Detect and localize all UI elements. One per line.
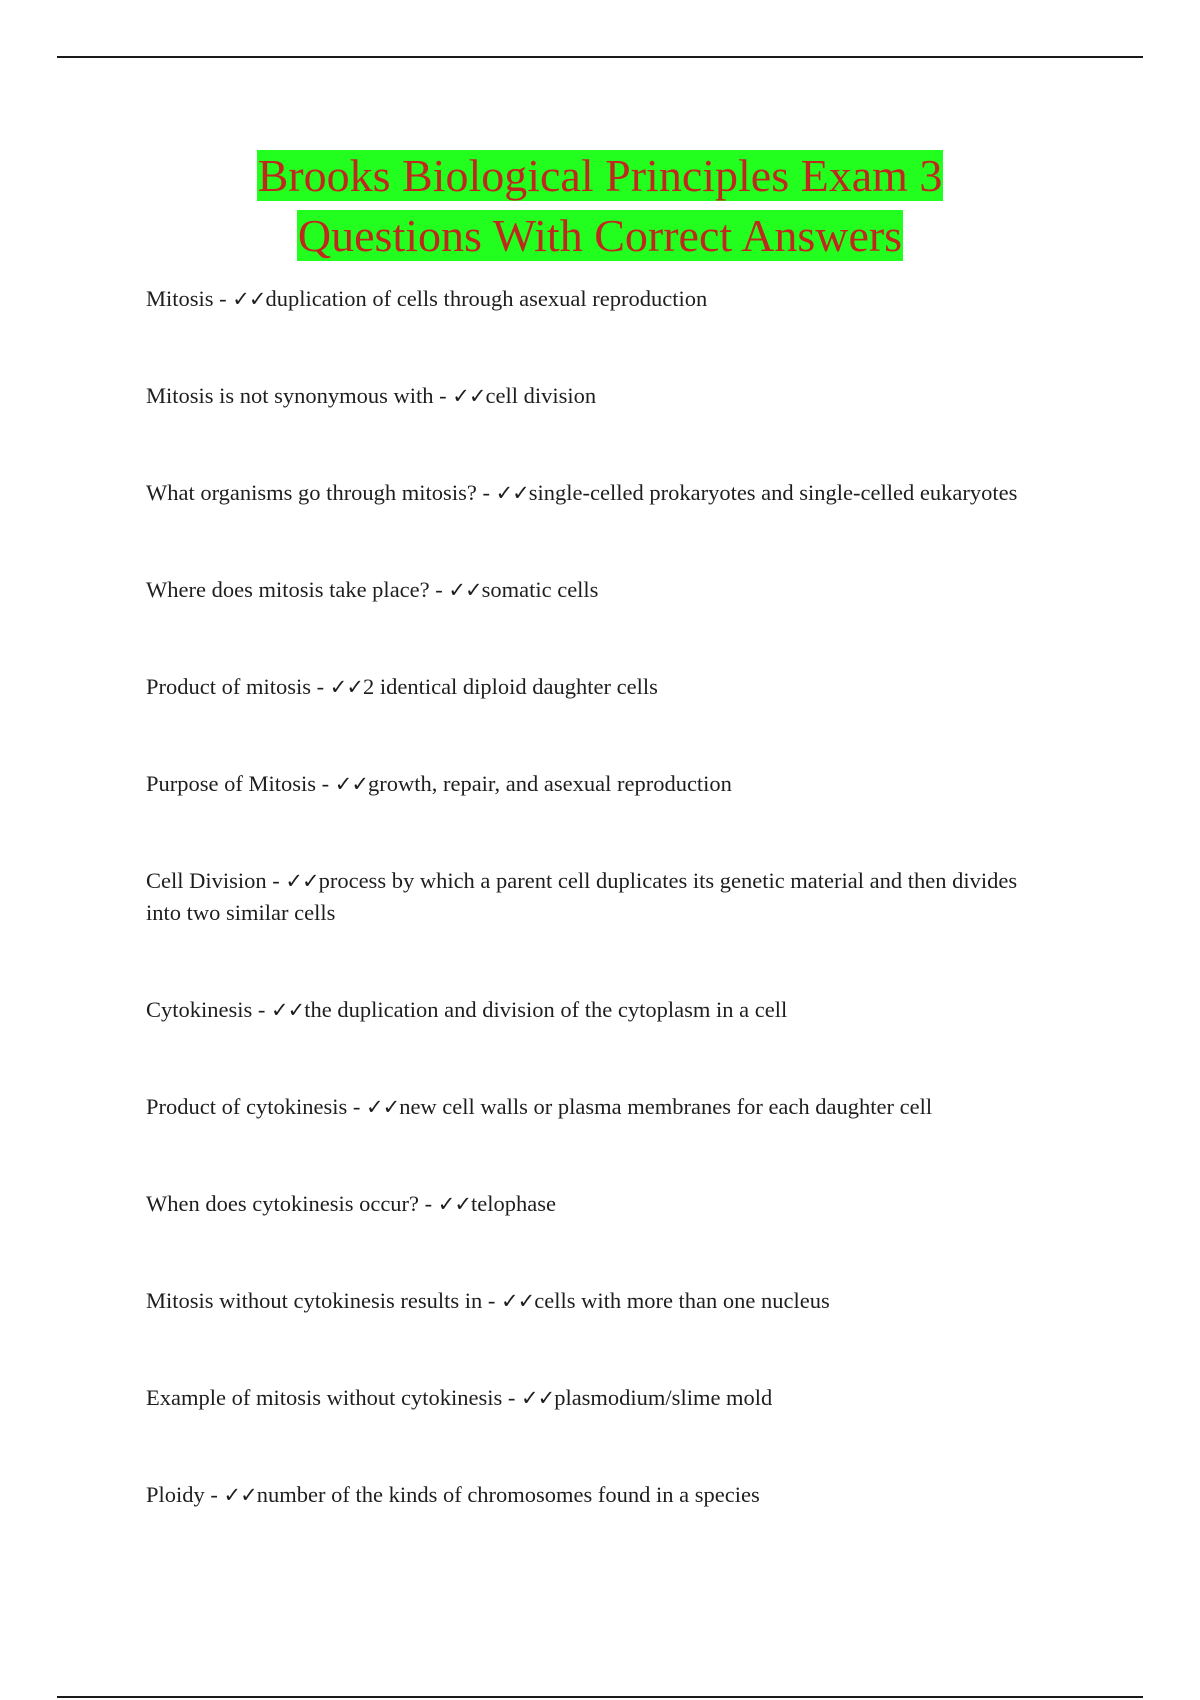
qa-answer: number of the kinds of chromosomes found in a species [256,1482,760,1507]
qa-term: Product of mitosis [146,674,312,699]
double-check-icon: ✓✓ [501,1289,535,1313]
qa-separator: - [482,1288,502,1313]
double-check-icon: ✓✓ [520,1386,555,1410]
document-title [0,146,1200,266]
qa-term: Cytokinesis [146,997,253,1022]
double-check-icon: ✓✓ [334,772,368,796]
qa-item [146,380,1046,412]
qa-term: Mitosis is not synonymous with [146,383,434,408]
qa-answer: process by which a parent cell duplicates its genetic material and then divides into two similar cells [146,868,1018,925]
qa-separator: - [204,1482,224,1507]
qa-term: Purpose of Mitosis [146,771,317,796]
qa-item [146,574,1046,606]
qa-separator: - [266,868,286,893]
double-check-icon: ✓✓ [285,869,319,893]
double-check-icon: ✓✓ [232,287,266,311]
qa-separator: - [429,577,449,602]
qa-item [146,865,1046,929]
qa-answer: plasmodium/slime mold [554,1385,773,1410]
qa-item [146,1382,1046,1414]
qa-item [146,477,1046,509]
double-check-icon: ✓✓ [329,675,363,699]
top-rule [57,56,1143,58]
qa-separator: - [316,771,335,796]
qa-item [146,994,1046,1026]
double-check-icon: ✓✓ [448,578,482,602]
qa-term: Cell Division [146,868,267,893]
qa-answer: somatic cells [481,577,599,602]
title-line-1: Brooks Biological Principles Exam 3 [257,150,943,201]
qa-separator: - [419,1191,438,1216]
qa-term: When does cytokinesis occur? [146,1191,420,1216]
qa-answer: 2 identical diploid daughter cells [362,674,658,699]
qa-term: Example of mitosis without cytokinesis [146,1385,503,1410]
bottom-rule [57,1696,1143,1698]
qa-answer: new cell walls or plasma membranes for each daughter cell [399,1094,933,1119]
qa-answer: cells with more than one nucleus [534,1288,830,1313]
qa-item [146,671,1046,703]
double-check-icon: ✓✓ [452,384,486,408]
double-check-icon: ✓✓ [365,1095,400,1119]
qa-separator: - [311,674,330,699]
qa-item [146,1479,1046,1511]
qa-term: Product of cytokinesis [146,1094,348,1119]
qa-answer: growth, repair, and asexual reproduction [367,771,732,796]
qa-term: Mitosis without cytokinesis results in [146,1288,483,1313]
qa-item [146,768,1046,800]
qa-separator: - [252,997,272,1022]
double-check-icon: ✓✓ [495,481,529,505]
qa-answer: single-celled prokaryotes and single-celled eukaryotes [528,480,1018,505]
qa-answer: the duplication and division of the cytoplasm in a cell [304,997,788,1022]
qa-item [146,1188,1046,1220]
qa-item [146,1091,1046,1123]
qa-item [146,283,1046,315]
title-line-2: Questions With Correct Answers [297,210,903,261]
qa-item [146,1285,1046,1317]
qa-separator: - [347,1094,366,1119]
double-check-icon: ✓✓ [271,998,305,1022]
qa-separator: - [213,286,233,311]
double-check-icon: ✓✓ [223,1483,257,1507]
qa-separator: - [433,383,453,408]
double-check-icon: ✓✓ [437,1192,471,1216]
qa-answer: duplication of cells through asexual reproduction [265,286,708,311]
qa-answer: cell division [485,383,597,408]
qa-answer: telophase [471,1191,556,1216]
qa-term: What organisms go through mitosis? [146,480,477,505]
qa-term: Where does mitosis take place? [146,577,430,602]
qa-separator: - [476,480,496,505]
qa-separator: - [502,1385,521,1410]
qa-term: Mitosis [146,286,214,311]
qa-term: Ploidy [146,1482,205,1507]
question-answer-list [146,283,1046,1576]
